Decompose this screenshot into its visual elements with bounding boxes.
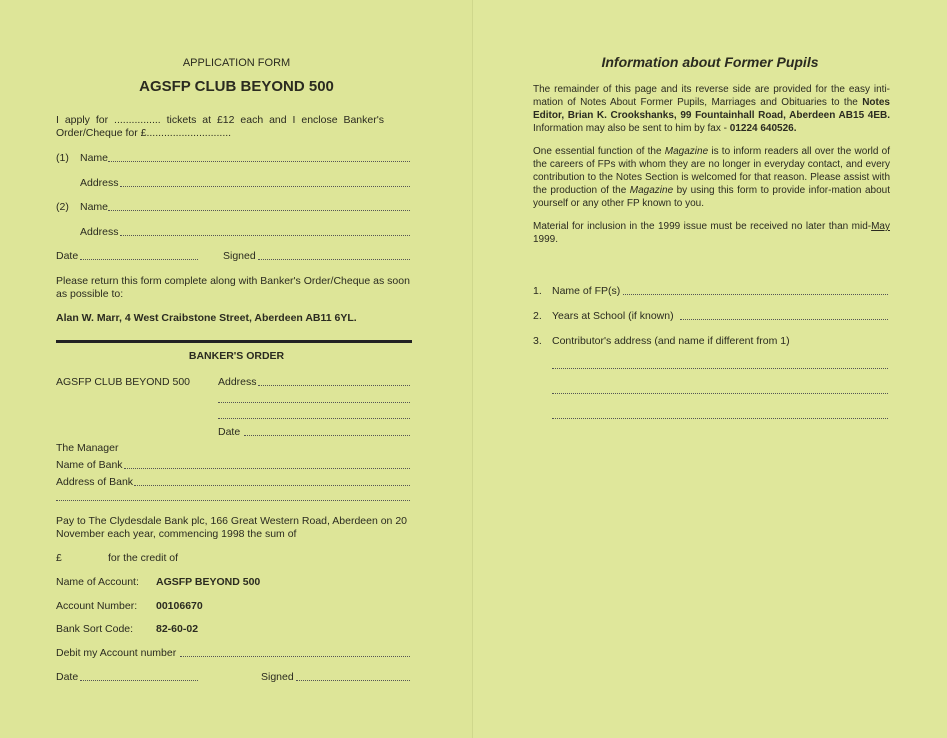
applicant-2-address-label: Address [80, 226, 119, 238]
fax-number: 01224 640526. [729, 123, 797, 134]
applicant-1-number: (1) [56, 152, 69, 164]
deadline-text-1: Material for inclusion in the 1999 issue must be received no later than mid- [533, 221, 872, 232]
intro-paragraph [533, 83, 890, 135]
item-1-number: 1. [533, 285, 542, 297]
pay-line-2: November each year, commencing 1998 the sum of [56, 528, 297, 540]
item-3-field-3[interactable] [552, 418, 888, 419]
bo-date-field[interactable] [244, 435, 410, 436]
info-title: Information about Former Pupils [601, 54, 819, 70]
item-1-label: Name of FP(s) [552, 285, 621, 297]
deadline-paragraph [533, 220, 890, 246]
apply-line-2: Order/Cheque for £............................. [56, 127, 232, 139]
account-number-value: 00106670 [156, 600, 203, 612]
item-2-field[interactable] [680, 319, 888, 320]
bo-address-field-1[interactable] [258, 385, 410, 386]
notes-editor-address: Notes Editor, Brian K. Crookshanks, 99 Fountainhall Road, Aberdeen AB15 4EB. [533, 97, 890, 121]
debit-account-field[interactable] [180, 656, 410, 657]
club-title: AGSFP CLUB BEYOND 500 [139, 78, 334, 95]
account-name-label: Name of Account: [56, 576, 139, 588]
signed-label: Signed [223, 250, 256, 262]
item-1-field[interactable] [623, 294, 888, 295]
debit-account-label: Debit my Account number [56, 647, 177, 659]
form-heading: APPLICATION FORM [182, 57, 291, 69]
function-text-2: is to inform readers all over the world of the careers of FPs with whom they are no longer in everyday contact, and every contribution to the Notes Section is welcomed for that reason. Please assist with the production of the [533, 146, 890, 196]
divider-rule [56, 340, 412, 343]
pound-sign: £ [56, 552, 62, 564]
return-address: Alan W. Marr, 4 West Craibstone Street, Aberdeen AB11 6YL. [56, 312, 357, 324]
pay-line-1: Pay to The Clydesdale Bank plc, 166 Great Western Road, Aberdeen on 20 [56, 515, 407, 527]
name-of-bank-label: Name of Bank [56, 459, 123, 471]
address-of-bank-field[interactable] [134, 485, 410, 486]
intro-text-1: The remainder of this page and its reverse side are provided for the easy inti-mation of Notes About Former Pupils, Marriages and Obituaries to the [533, 84, 890, 108]
bo-signed-label: Signed [261, 671, 294, 683]
magazine-word-1: Magazine [664, 146, 709, 157]
item-2-number: 2. [533, 310, 542, 322]
sort-code-label: Bank Sort Code: [56, 623, 134, 635]
bo-date-label: Date [218, 426, 241, 438]
item-3-number: 3. [533, 335, 542, 347]
application-form-page [0, 0, 473, 738]
credit-of-label: for the credit of [108, 552, 179, 564]
bo-signed-field[interactable] [296, 680, 410, 681]
sort-code-value: 82-60-02 [156, 623, 199, 635]
apply-line-1: I apply for ................ tickets at £12 each and I enclose Banker's [56, 114, 384, 126]
address-of-bank-field-2[interactable] [56, 500, 410, 501]
function-paragraph [533, 145, 890, 210]
bo-club-name: AGSFP CLUB BEYOND 500 [56, 376, 191, 388]
applicant-1-address-label: Address [80, 177, 119, 189]
applicant-2-name-field[interactable] [108, 210, 410, 211]
item-3-label: Contributor's address (and name if different from 1) [552, 335, 790, 347]
former-pupils-page [473, 0, 947, 738]
name-of-bank-field[interactable] [124, 468, 410, 469]
magazine-word-2: Magazine [629, 185, 674, 196]
bo-address-field-3[interactable] [218, 418, 410, 419]
applicant-1-name-field[interactable] [108, 161, 410, 162]
applicant-2-number: (2) [56, 201, 69, 213]
applicant-2-address-field[interactable] [120, 235, 410, 236]
date-label: Date [56, 250, 79, 262]
address-of-bank-label: Address of Bank [56, 476, 134, 488]
item-3-field-2[interactable] [552, 393, 888, 394]
bo-date-field-2[interactable] [80, 680, 198, 681]
manager-label: The Manager [56, 442, 119, 454]
account-number-label: Account Number: [56, 600, 138, 612]
applicant-1-address-field[interactable] [120, 186, 410, 187]
function-text-1: One essential function of the [533, 146, 665, 157]
account-name-value: AGSFP BEYOND 500 [156, 576, 261, 588]
intro-text-2: Information may also be sent to him by fax - [533, 123, 730, 134]
bo-address-label: Address [218, 376, 257, 388]
bankers-order-title: BANKER'S ORDER [188, 350, 285, 362]
date-field[interactable] [80, 259, 198, 260]
bo-date-label-2: Date [56, 671, 79, 683]
applicant-2-name-label: Name [80, 201, 109, 213]
deadline-month: May [871, 221, 890, 232]
item-3-field-1[interactable] [552, 368, 888, 369]
applicant-1-name-label: Name [80, 152, 109, 164]
return-line-2: as possible to: [56, 288, 124, 300]
return-line-1: Please return this form complete along with Banker's Order/Cheque as soon [56, 275, 410, 287]
bo-address-field-2[interactable] [218, 402, 410, 403]
item-2-label: Years at School (if known) [552, 310, 674, 322]
function-text-3: by using this form to provide infor-mation about yourself or any other FP known to you. [533, 185, 890, 209]
deadline-text-2: 1999. [533, 234, 559, 245]
signed-field[interactable] [258, 259, 410, 260]
